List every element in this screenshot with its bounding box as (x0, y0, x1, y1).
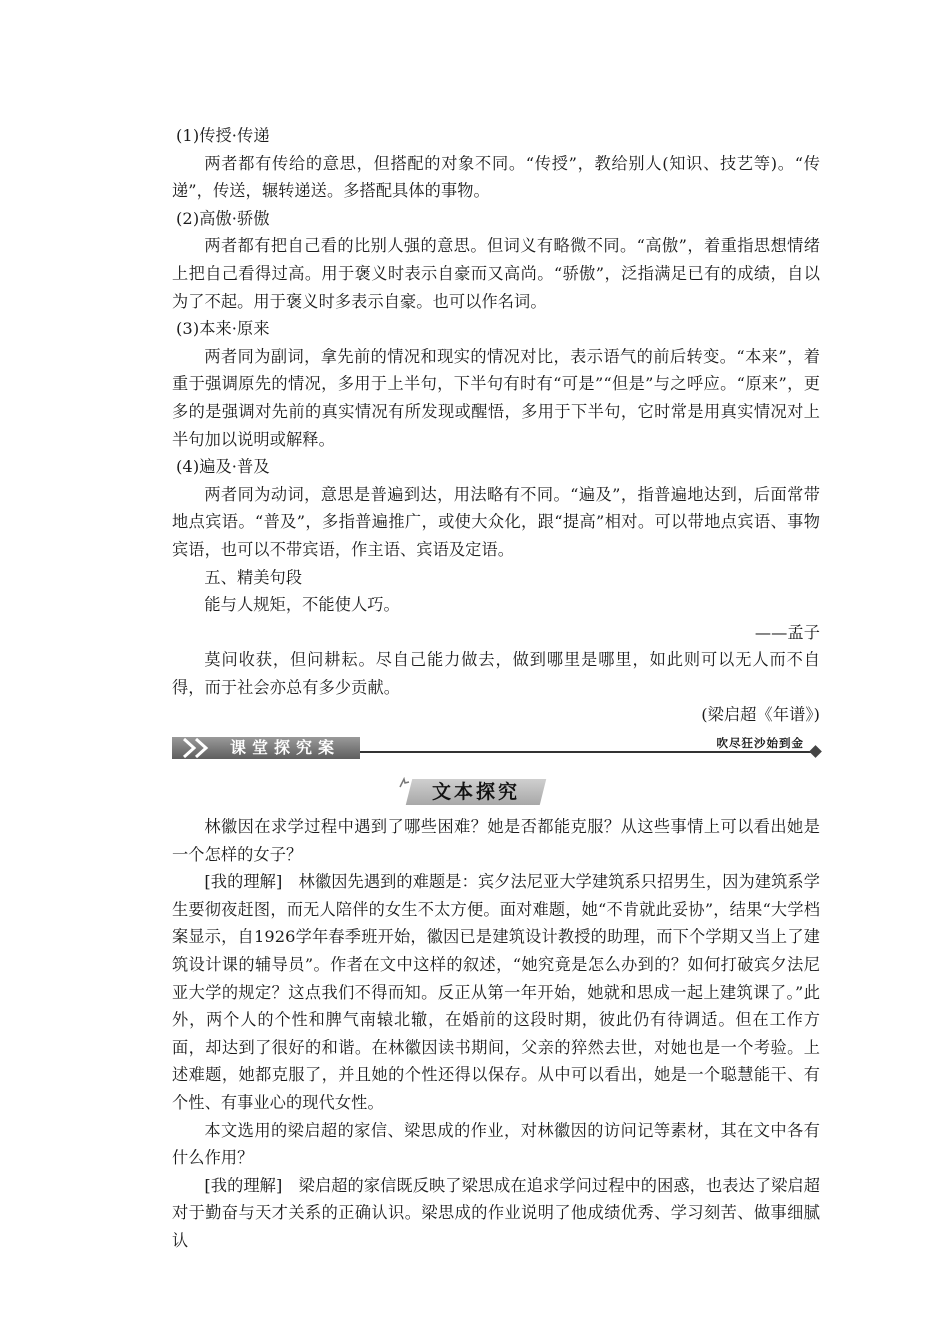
document-content (172, 122, 820, 1255)
diamond-icon (809, 745, 822, 758)
section-title: 文本探究 (431, 781, 520, 804)
subheading: (3)本来·原来 (176, 319, 270, 339)
paragraph: ——孟子 (754, 622, 820, 642)
subheading: (1)传授·传递 (176, 126, 270, 145)
paragraph: 两者都有传给的意思，但搭配的对象不同。“传授”，教给别人(知识、技艺等)。“传递”，传送，辗转递送。多搭配具体的事物。 (172, 153, 820, 201)
paragraph: [我的理解] 梁启超的家信既反映了梁思成在追求学问过程中的困惑，也表达了梁启超对于勤奋与天才关系的正确认识。梁思成的作业说明了他成绩优秀、学习刻苦、做事细腻认 (172, 1175, 820, 1250)
banner-slogan: 吹尽狂沙始到金 (716, 736, 804, 751)
paragraph: (梁启超《年谱》) (701, 705, 820, 725)
paragraph: 五、精美句段 (204, 567, 303, 587)
paragraph: 林徽因在求学过程中遇到了哪些困难？她是否都能克服？从这些事情上可以看出她是一个怎样的女子？ (172, 817, 820, 864)
text-exploration-section (172, 813, 820, 1255)
section-heading (172, 773, 820, 809)
subheading: (4)遍及·普及 (176, 457, 270, 477)
paragraph: [我的理解] 林徽因先遇到的难题是：宾夕法尼亚大学建筑系只招男生，因为建筑系学生要彻夜赶图，而无人陪伴的女生不太方便。面对难题，她“不肯就此妥协”，结果“大学档案显示，自1926学年春季班开始，徽因已是建筑设计教授的助理，而下个学期又当上了建筑设计课的辅导员”。作者在文中这样的叙述，“她究竟是怎么办到的？如何打破宾夕法尼亚大学的规定？这点我们不得而知。反正从第一年开始，她就和思成一起上建筑课了。”此外，两个人的个性和脾气南辕北辙，在婚前的这段时期，彼此仍有待调适。但在工作方面，却达到了很好的和谐。在林徽因读书期间，父亲的猝然去世，对她也是一个考验。上述难题，她都克服了，并且她的个性还得以保存。从中可以看出，她是一个聪慧能干、有个性、有事业心的现代女性。 (172, 872, 820, 1112)
paragraph: 两者同为动词，意思是普遍到达，用法略有不同。“遍及”，指普遍地达到，后面常带地点宾语。“普及”，多指普遍推广，或使大众化，跟“提高”相对。可以带地点宾语、事物宾语，也可以不带宾语，作主语、宾语及定语。 (172, 484, 820, 559)
section-banner (172, 735, 820, 765)
paragraph: 两者都有把自己看的比别人强的意思。但词义有略微不同。“高傲”，着重指思想情绪上把自己看得过高。用于褒义时表示自豪而又高尚。“骄傲”，泛指满足已有的成绩，自以为了不起。用于褒义时多表示自豪。也可以作名词。 (172, 236, 820, 311)
paragraph: 本文选用的梁启超的家信、梁思成的作业，对林徽因的访问记等素材，其在文中各有什么作用？ (172, 1120, 820, 1168)
paragraph: 能与人规矩，不能使人巧。 (204, 595, 400, 615)
banner-title: 课堂探究案 (230, 738, 341, 758)
subheading: (2)高傲·骄傲 (176, 208, 270, 228)
paragraph: 莫问收获，但问耕耘。尽自己能力做去，做到哪里是哪里，如此则可以无人而不自得，而于社会亦总有多少贡献。 (172, 650, 820, 697)
chevron-right-icon (180, 737, 220, 759)
paragraph: 两者同为副词，拿先前的情况和现实的情况对比，表示语气的前后转变。“本来”，着重于强调原先的情况，多用于上半句，下半句有时有“可是”“但是”与之呼应。“原来”，更多的是强调对先前的真实情况有所发现或醒悟，多用于下半句，它时常是用真实情况对上半句加以说明或解释。 (172, 346, 820, 449)
vocabulary-section (172, 122, 820, 729)
